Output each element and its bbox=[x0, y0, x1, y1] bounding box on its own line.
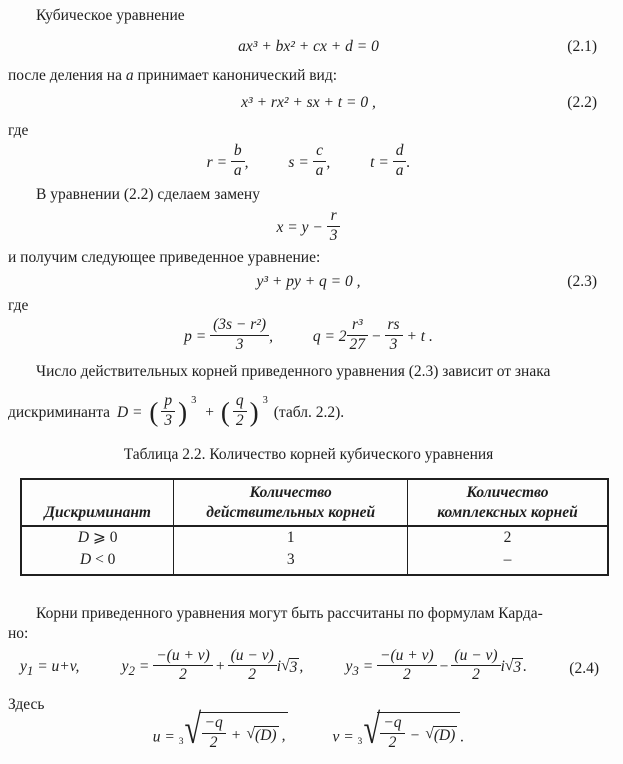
cell-complex-roots-count: – bbox=[408, 549, 608, 575]
substitution-lhs: x = y − bbox=[276, 219, 323, 236]
sqrt-D: √ (D) bbox=[425, 725, 456, 745]
equation-2-3 bbox=[8, 270, 609, 294]
p-comma: , bbox=[269, 328, 273, 345]
cube-root-u bbox=[178, 706, 289, 758]
equation-uv-definitions bbox=[8, 706, 609, 761]
right-paren: ) bbox=[178, 397, 188, 428]
cell-real-roots-count: 3 bbox=[174, 549, 408, 575]
equation-pq-definitions bbox=[8, 316, 609, 358]
equation-2-4-label: (2.4) bbox=[569, 660, 599, 678]
minus-operator: − bbox=[410, 726, 420, 744]
q-minus: − bbox=[371, 328, 382, 345]
where-label-2: где bbox=[8, 297, 29, 314]
radical-sign: √ bbox=[281, 657, 290, 675]
s-comma: , bbox=[326, 154, 331, 171]
equation-2-3-body: y³ + py + q = 0 , bbox=[256, 273, 361, 290]
v-period: . bbox=[460, 728, 465, 746]
right-paren: ) bbox=[249, 397, 259, 428]
q-lhs: q = 2 bbox=[312, 328, 347, 345]
discriminant-paragraph-line2 bbox=[8, 382, 609, 432]
table-row-d-nonnegative bbox=[21, 526, 608, 549]
fraction-rs-over-3: $\frac{rs}{3}$ bbox=[385, 317, 403, 353]
variable-a: a bbox=[125, 67, 134, 84]
radical-sign: √ bbox=[504, 657, 514, 675]
radical-sign: √ bbox=[246, 725, 256, 743]
sqrt-3: √ 3 bbox=[504, 657, 522, 677]
paragraph-intro: Кубическое уравнение bbox=[36, 7, 185, 24]
fraction-q-over-2: $\frac{q}{2}$ bbox=[233, 393, 247, 429]
cell-discriminant-condition: D < 0 bbox=[21, 549, 174, 575]
t-lhs: t = bbox=[370, 154, 389, 171]
definition-p bbox=[184, 316, 273, 358]
fraction-u-minus-v-over-2: $\frac{(u - v)}{2}$ bbox=[228, 648, 277, 684]
t-period: . bbox=[406, 154, 411, 171]
cell-complex-roots-count: 2 bbox=[408, 526, 608, 549]
definition-s bbox=[288, 143, 330, 183]
definition-t bbox=[370, 143, 410, 183]
radical-sign: √ bbox=[184, 706, 202, 753]
cardano-paragraph-line1: Корни приведенного уравнения могут быть рассчитаны по формулам Карда- bbox=[36, 605, 543, 623]
substitution-body bbox=[277, 208, 341, 248]
fraction-minus-q-over-2: $\frac{-q}{2}$ bbox=[202, 715, 226, 751]
table-header-row bbox=[21, 479, 608, 526]
radical-sign: √ bbox=[363, 706, 381, 753]
root-y2: $y_2$ = $\frac{-(u + v)}{2}$ + $\frac{(u - v)}{2}$ i √ 3 , bbox=[121, 646, 304, 684]
plus-operator: + bbox=[215, 658, 225, 676]
imaginary-i: i bbox=[276, 658, 282, 676]
minus-operator: − bbox=[439, 658, 449, 676]
table-header-real-roots: Количество действительных корней bbox=[174, 479, 408, 526]
sqrt-D: √ (D) bbox=[246, 725, 277, 745]
paragraph-canonical bbox=[8, 66, 609, 86]
fraction-c-over-a: $\frac{c}{a}$ bbox=[313, 143, 327, 179]
left-paren: ( bbox=[220, 397, 230, 428]
here-label: Здесь bbox=[8, 695, 45, 713]
u-comma: , bbox=[281, 726, 286, 744]
root-index-3: 3 bbox=[178, 736, 184, 747]
fraction-r-over-3: $\frac{r}{3}$ bbox=[327, 208, 341, 244]
equation-rst-definitions bbox=[8, 143, 609, 183]
where-label-1: где bbox=[8, 122, 29, 139]
discriminant-word: дискриминанта bbox=[8, 404, 111, 421]
discriminant-paragraph-line1: Число действительных корней приведенного уравнения (2.3) зависит от знака bbox=[36, 363, 551, 380]
cardano-paragraph-line2: но: bbox=[8, 625, 29, 643]
table-header-discriminant: Дискриминант bbox=[21, 479, 174, 526]
paragraph-substitution: В уравнении (2.2) сделаем замену bbox=[36, 186, 260, 203]
definition-v bbox=[332, 706, 465, 761]
equation-substitution bbox=[8, 208, 609, 248]
root-index-3: 3 bbox=[357, 736, 363, 747]
table-header-complex-roots: Количество комплексных корней bbox=[408, 479, 608, 526]
fraction-minus-u-plus-v-over-2: $\frac{-(u + v)}{2}$ bbox=[377, 648, 437, 684]
root-y1: $y_1 = u+v$, bbox=[20, 658, 80, 679]
plus-operator: + bbox=[231, 726, 241, 744]
p-lhs: p = bbox=[184, 328, 207, 345]
plus-operator: + bbox=[205, 404, 214, 421]
definition-r bbox=[207, 143, 249, 183]
fraction-minus-u-plus-v-over-2: $\frac{-(u + v)}{2}$ bbox=[153, 648, 213, 684]
fraction-r3-over-27: $\frac{\text{r³}}{27}$ bbox=[347, 317, 369, 353]
cell-discriminant-condition: D ⩾ 0 bbox=[21, 526, 174, 549]
subscript-2: 2 bbox=[128, 663, 135, 679]
roots-count-table bbox=[20, 478, 609, 576]
equation-2-1-label: (2.1) bbox=[567, 38, 597, 55]
paragraph-canonical-post: принимает канонический вид: bbox=[133, 67, 338, 84]
equation-2-4 bbox=[8, 646, 609, 692]
radical-sign: √ bbox=[425, 725, 434, 743]
cell-real-roots-count: 1 bbox=[174, 526, 408, 549]
equation-2-2 bbox=[8, 91, 609, 115]
root-y3: $y_3$ = $\frac{-(u + v)}{2}$ − $\frac{(u - v)}{2}$ i √ 3 . bbox=[345, 646, 528, 684]
definition-q bbox=[313, 316, 433, 358]
fraction-d-over-a: $\frac{d}{a}$ bbox=[393, 143, 407, 179]
equation-2-1 bbox=[8, 35, 609, 59]
y3-period: . bbox=[523, 658, 528, 676]
equation-2-3-label: (2.3) bbox=[567, 273, 597, 290]
equation-2-2-body: x³ + rx² + sx + t = 0 , bbox=[241, 94, 376, 111]
fraction-b-over-a: $\frac{b}{a}$ bbox=[231, 143, 245, 179]
u-lhs: u = bbox=[152, 728, 175, 746]
q-tail: + t . bbox=[406, 328, 433, 345]
left-paren: ( bbox=[149, 397, 159, 428]
r-comma: , bbox=[244, 154, 249, 171]
fraction-p-over-3: $\frac{p}{3}$ bbox=[161, 393, 175, 429]
table-row-d-negative bbox=[21, 549, 608, 575]
sqrt-3: √ 3 bbox=[281, 657, 298, 677]
cube-root-v bbox=[357, 706, 461, 758]
s-lhs: s = bbox=[288, 154, 309, 171]
imaginary-i: i bbox=[500, 658, 505, 676]
fraction-3s-r2-over-3: $\frac{\text{(3s − r²)}}{3}$ bbox=[210, 317, 269, 353]
paragraph-canonical-pre: после деления на bbox=[8, 67, 126, 84]
fraction-minus-q-over-2: $\frac{-q}{2}$ bbox=[380, 715, 404, 751]
fraction-u-minus-v-over-2: $\frac{(u - v)}{2}$ bbox=[451, 648, 500, 684]
subscript-3: 3 bbox=[352, 663, 359, 679]
definition-u bbox=[152, 706, 289, 761]
subscript-1: 1 bbox=[26, 663, 34, 679]
exponent-3: 3 bbox=[262, 395, 268, 406]
exponent-3: 3 bbox=[191, 395, 197, 406]
r-lhs: r = bbox=[206, 154, 228, 171]
equation-2-1-body: ax³ + bx² + cx + d = 0 bbox=[238, 38, 379, 55]
table-caption: Таблица 2.2. Количество корней кубического уравнения bbox=[123, 446, 494, 464]
paragraph-reduced: и получим следующее приведенное уравнение: bbox=[8, 249, 321, 266]
table-reference: (табл. 2.2). bbox=[273, 404, 345, 421]
y2-comma: , bbox=[299, 658, 304, 676]
discriminant-D-equals: D = bbox=[116, 404, 143, 421]
equation-2-2-label: (2.2) bbox=[567, 94, 597, 111]
v-lhs: v = bbox=[332, 728, 354, 746]
